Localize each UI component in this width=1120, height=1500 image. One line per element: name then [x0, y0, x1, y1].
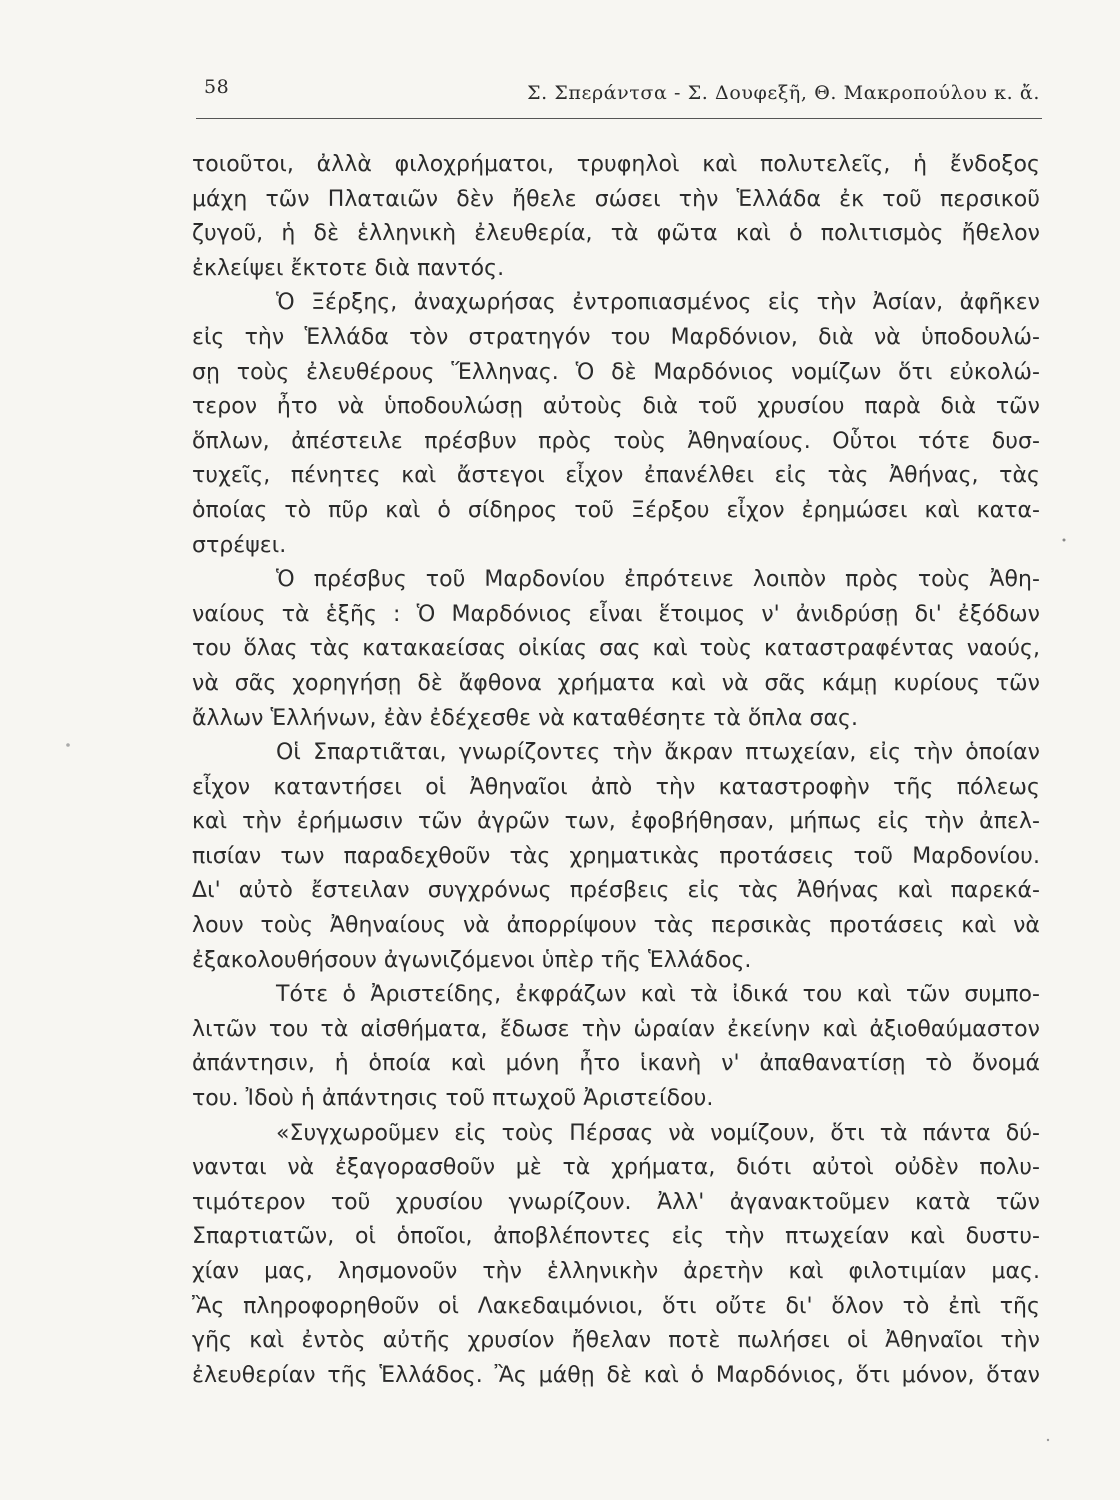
text-line: τιμότερον τοῦ χρυσίου γνωρίζουν. Ἀλλ' ἀγανακτοῦμεν κατὰ τῶν — [192, 1189, 1040, 1215]
running-head: Σ. Σπεράντσα - Σ. Δουφεξῆ, Θ. Μακροπούλου κ. ἄ. — [527, 82, 1040, 104]
text-line: λιτῶν του τὰ αἰσθήματα, ἔδωσε τὴν ὡραίαν ἐκείνην καὶ ἀξιοθαύμαστον — [192, 1016, 1040, 1042]
text-line: Σπαρτιατῶν, οἱ ὁποῖοι, ἀποβλέποντες εἰς τὴν πτωχείαν καὶ δυστυ- — [192, 1224, 1040, 1250]
text-line: ἄλλων Ἑλλήνων, ἐὰν ἐδέχεσθε νὰ καταθέσητε τὰ ὅπλα σας. — [192, 705, 859, 731]
text-line: Ἂς πληροφορηθοῦν οἱ Λακεδαιμόνιοι, ὅτι οὔτε δι' ὅλον τὸ ἐπὶ τῆς — [192, 1293, 1040, 1319]
text-line: Ὁ πρέσβυς τοῦ Μαρδονίου ἐπρότεινε λοιπὸν πρὸς τοὺς Ἀθη- — [276, 567, 1040, 593]
text-line: τοιοῦτοι, ἀλλὰ φιλοχρήματοι, τρυφηλοὶ καὶ πολυτελεῖς, ἡ ἔνδοξος — [192, 152, 1040, 177]
text-line: ἐκλείψει ἔκτοτε διὰ παντός. — [192, 255, 505, 281]
body-text — [192, 148, 1040, 1393]
page-header — [196, 76, 1046, 112]
text-line: Τότε ὁ Ἀριστείδης, ἐκφράζων καὶ τὰ ἰδικά του καὶ τῶν συμπο- — [276, 982, 1040, 1008]
text-line: ὅπλων, ἀπέστειλε πρέσβυν πρὸς τοὺς Ἀθηναίους. Οὗτοι τότε δυσ- — [192, 428, 1040, 454]
text-line: Δι' αὐτὸ ἔστειλαν συγχρόνως πρέσβεις εἰς τὰς Ἀθήνας καὶ παρεκά- — [192, 878, 1040, 904]
text-line: ἐλευθερίαν τῆς Ἑλλάδος. Ἂς μάθῃ δὲ καὶ ὁ Μαρδόνιος, ὅτι μόνον, ὅταν — [192, 1362, 1040, 1388]
paper-speck — [66, 743, 70, 747]
text-line: καὶ τὴν ἐρήμωσιν τῶν ἀγρῶν των, ἐφοβήθησαν, μήπως εἰς τὴν ἀπελ- — [192, 809, 1040, 835]
text-line: ἐξακολουθήσουν ἀγωνιζόμενοι ὑπὲρ τῆς Ἑλλάδος. — [192, 947, 752, 973]
text-line: τυχεῖς, πένητες καὶ ἄστεγοι εἶχον ἐπανέλθει εἰς τὰς Ἀθήνας, τὰς — [192, 463, 1040, 489]
text-line: σῃ τοὺς ἐλευθέρους Ἕλληνας. Ὁ δὲ Μαρδόνιος νομίζων ὅτι εὐκολώ- — [192, 359, 1040, 385]
text-line: στρέψει. — [192, 532, 287, 558]
text-line: πισίαν των παραδεχθοῦν τὰς χρηματικὰς προτάσεις τοῦ Μαρδονίου. — [192, 843, 1040, 869]
text-line: γῆς καὶ ἐντὸς αὐτῆς χρυσίον ἤθελαν ποτὲ πωλήσει οἱ Ἀθηναῖοι τὴν — [192, 1328, 1040, 1354]
text-line: ὁποίας τὸ πῦρ καὶ ὁ σίδηρος τοῦ Ξέρξου εἶχον ἐρημώσει καὶ κατα- — [192, 497, 1040, 523]
paper-speck — [1063, 539, 1066, 542]
text-line: τερον ἦτο νὰ ὑποδουλώσῃ αὐτοὺς διὰ τοῦ χρυσίου παρὰ διὰ τῶν — [192, 394, 1040, 420]
text-line: του ὅλας τὰς κατακαείσας οἰκίας σας καὶ τοὺς καταστραφέντας ναούς, — [192, 636, 1040, 662]
text-line: Οἱ Σπαρτιᾶται, γνωρίζοντες τὴν ἄκραν πτωχείαν, εἰς τὴν ὁποίαν — [276, 740, 1040, 766]
text-line: χίαν μας, λησμονοῦν τὴν ἑλληνικὴν ἀρετὴν καὶ φιλοτιμίαν μας. — [192, 1259, 1040, 1284]
text-line: του. Ἰδοὺ ἡ ἀπάντησις τοῦ πτωχοῦ Ἀριστείδου. — [192, 1086, 714, 1112]
text-line: νανται νὰ ἐξαγορασθοῦν μὲ τὰ χρήματα, διότι αὐτοὶ οὐδὲν πολυ- — [192, 1155, 1040, 1181]
text-line: εἶχον καταντήσει οἱ Ἀθηναῖοι ἀπὸ τὴν καταστροφὴν τῆς πόλεως — [192, 774, 1040, 800]
text-line: εἰς τὴν Ἑλλάδα τὸν στρατηγόν του Μαρδόνιον, διὰ νὰ ὑποδουλώ- — [192, 324, 1040, 350]
text-line: Ὁ Ξέρξης, ἀναχωρήσας ἐντροπιασμένος εἰς τὴν Ἀσίαν, ἀφῆκεν — [276, 290, 1040, 316]
text-line: «Συγχωροῦμεν εἰς τοὺς Πέρσας νὰ νομίζουν, ὅτι τὰ πάντα δύ- — [276, 1120, 1040, 1146]
text-line: ζυγοῦ, ἡ δὲ ἑλληνικὴ ἐλευθερία, τὰ φῶτα καὶ ὁ πολιτισμὸς ἤθελον — [192, 221, 1040, 247]
paper-speck — [1047, 1439, 1049, 1441]
header-rule — [196, 118, 1042, 119]
text-line: νὰ σᾶς χορηγήσῃ δὲ ἄφθονα χρήματα καὶ νὰ σᾶς κάμῃ κυρίους τῶν — [192, 670, 1040, 696]
text-line: μάχη τῶν Πλαταιῶν δὲν ἤθελε σώσει τὴν Ἑλλάδα ἐκ τοῦ περσικοῦ — [192, 186, 1040, 212]
text-line: λουν τοὺς Ἀθηναίους νὰ ἀπορρίψουν τὰς περσικὰς προτάσεις καὶ νὰ — [192, 913, 1040, 939]
page-number: 58 — [204, 76, 230, 98]
text-line: ναίους τὰ ἑξῆς : Ὁ Μαρδόνιος εἶναι ἕτοιμος ν' ἀνιδρύσῃ δι' ἐξόδων — [192, 601, 1040, 627]
text-line: ἀπάντησιν, ἡ ὁποία καὶ μόνη ἦτο ἱκανὴ ν' ἀπαθανατίσῃ τὸ ὄνομά — [192, 1051, 1040, 1077]
